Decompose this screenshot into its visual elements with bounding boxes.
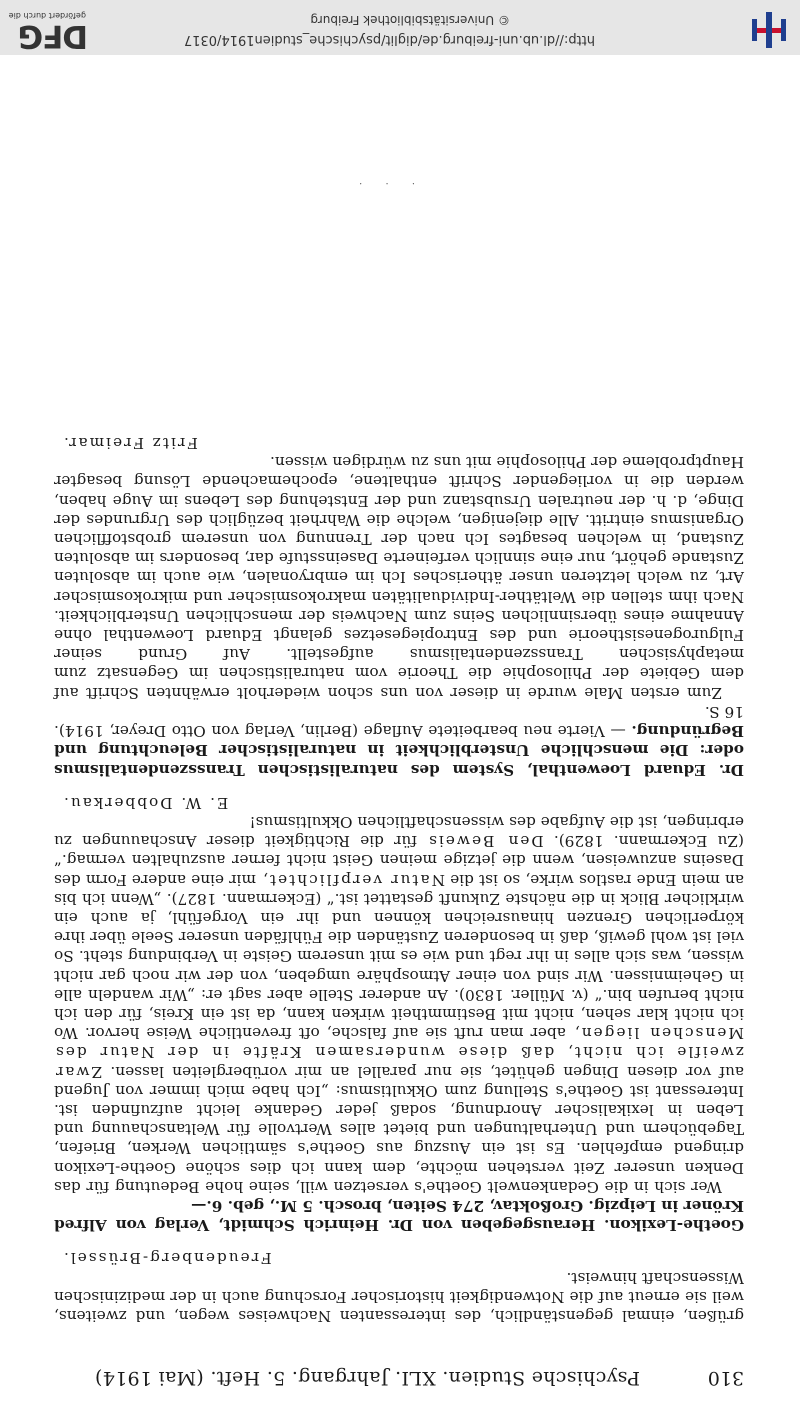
review3-paragraph: Zum ersten Male wurde in dieser von uns schon wiederholt erwähnten Schrift auf dem Gebiete der Philosophie die Theorie vom naturalistischen im Gegensatz zum metaphysischen Transszendentalismus aufgestellt. Auf Grund seiner Fulgurogenesistheorie und des Entropiegesetzes gelangt Eduard Loewenthal ohne Annahme eines übersinnlichen Seins zum Nachweis der menschlichen Unsterblichkeit. Nach ihm stellen die Weltäther-Individualitäten makrokosmischer und mikrokosmischer Art, zu welch letzteren unser ätherisches Ich im embryonalen, wie auch im absoluten Zustande gehört, nur eine sinnlich verfeinerte Daseinsstufe dar, besonders im absoluten Zustand, in welchen besagtes Ich nach der Trennung von unserem grobstofflichen Organismus eintritt. Alle diejenigen, welche die Wahrheit bezüglich des Urgrundes der Dinge, d. h. der neutralen Ursubstanz und der Entstehung des Lebens im Auge haben, werden die in vorliegender Schrift enthaltene, epochemachende Lösung besagter Hauptprobleme der Philosophie mit uns zu würdigen wissen.	[54, 453, 744, 702]
review1-signature: Freudenberg-Brüssel.	[62, 1249, 272, 1268]
copyright-notice: © Universitätsbibliothek Freiburg	[310, 13, 510, 27]
running-head-title: Psychische Studien. XLI. Jahrgang. 5. Heft. (Mai 1914)	[94, 1367, 640, 1389]
review3-heading: Dr. Eduard Loewenthal, System des naturalistischen Transszendentalismus oder: Die menschliche Unsterblichkeit in naturalistischer Beleuchtung und Begründung. — Vierte neu bearbeitete Auflage (Berlin, Verlag von Otto Dreyer, 1914). 16 S.	[54, 702, 744, 779]
dfg-logo-icon: DFG gefördert durch die	[8, 11, 88, 54]
page-number: 310	[707, 1367, 744, 1389]
review3-signature: Fritz Freimar.	[62, 434, 198, 453]
review2-paragraph: Wer sich in die Gedankenwelt Goethe's versetzen will, seine hohe Bedeutung für das Denken unserer Zeit verstehen möchte, dem kann ich dies schöne Goethe-Lexikon dringend empfehlen. Es ist ein Auszug aus Goethe's sämtlichen Werken, Briefen, Tagebüchern und Unterhaltungen und bietet alles Wertvolle für Weltanschauung und Leben in lexikalischer Anordnung, sodaß jeder Gedanke leicht aufzufinden ist. Interessant ist Goethe's Stellung zum Okkultismus: „Ich habe mich immer von Jugend auf vor diesen Dingen gehütet, sie nur parallel an mir vorübergleiten lassen. Zwar zweifle ich nicht, daß diese wundersamen Kräfte in der Natur des Menschen liegen, aber man ruft sie auf falsche, oft freventliche Weise hervor. Wo ich nicht klar sehen, nicht mit Bestimmtheit wirken kann, da ist ein Kreis, für den ich nicht berufen bin.“ (v. Müller. 1830). An anderer Stelle aber sagt er: „Wir wandeln alle in Geheimnissen. Wir sind von einer Atmosphäre umgeben, von der wir noch gar nicht wissen, was sich alles in ihr regt und wie es mit unserem Geiste in Verbindung steht. So viel ist wohl gewiß, daß in besonderen Zuständen die Fühlfäden unserer Seele über ihre körperlichen Grenzen hinausreichen können und ihr ein Vorgefühl, ja auch ein wirklicher Blick in die nächste Zukunft gestattet ist.“ (Eckermann. 1827). „Wenn ich bis an mein Ende rastlos wirke, so ist die Natur verpflichtet, mir eine andere Form des Daseins anzuweisen, wenn die jetzige meinen Geist nicht ferner auszuhalten vermag.“ (Zu Eckermann. 1829). Den Beweis für die Richtigkeit dieser Anschauungen zu erbringen, ist die Aufgabe des wissenschaftlichen Okkultismus!	[53, 812, 744, 1196]
review2-heading: Goethe-Lexikon. Herausgegeben von Dr. Heinrich Schmidt, Verlag von Alfred Kröner in Leipzig. Großoktav, 274 Seiten, brosch. 5 M., geb. 6.—	[54, 1196, 744, 1235]
scan-specks: · · ·	[349, 177, 415, 188]
review1-closing-paragraph: grüßen, einmal gegenständlich, des interessanten Nachweises wegen, und zweitens, weil sie erneut auf die Notwendigkeit historischer Forschung auch in der medizinischen Wissenschaft hinweist.	[54, 1268, 744, 1325]
page-body	[54, 433, 744, 1325]
university-library-logo-icon	[748, 9, 790, 51]
document-url-link[interactable]: http://dl.ub.uni-freiburg.de/diglit/psychische_studien1914/0317	[183, 32, 595, 47]
viewer-footer-bar	[0, 0, 800, 55]
review2-signature: E. W. Dobberkau.	[62, 793, 229, 812]
